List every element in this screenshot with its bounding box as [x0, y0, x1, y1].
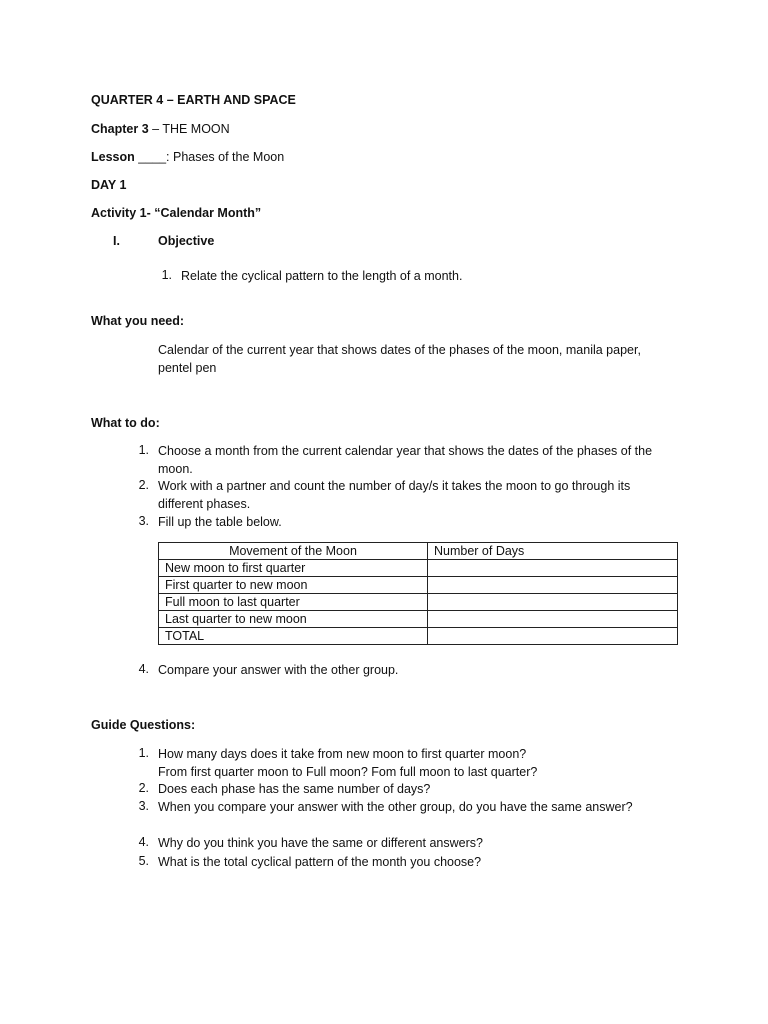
chapter-line: [91, 122, 230, 136]
day-heading: DAY 1: [91, 178, 127, 192]
table-cell-days[interactable]: [428, 560, 678, 577]
lesson-line: [91, 150, 284, 164]
question-number: 4.: [138, 835, 149, 849]
table-cell-movement: Full moon to last quarter: [159, 594, 428, 611]
step-text: Fill up the table below.: [158, 515, 282, 529]
question-text: When you compare your answer with the other group, do you have the same answer?: [158, 800, 633, 814]
question-number: 1.: [138, 746, 149, 760]
table-cell-movement: New moon to first quarter: [159, 560, 428, 577]
objective-roman: I.: [113, 234, 120, 248]
objective-item-number: 1.: [161, 268, 172, 282]
table-header-row: [159, 543, 678, 560]
lesson-title: : Phases of the Moon: [166, 150, 285, 164]
step-number: 2.: [138, 478, 149, 492]
table-row: [159, 628, 678, 645]
table-row: [159, 611, 678, 628]
step-number: 3.: [138, 514, 149, 528]
question-text: Why do you think you have the same or different answers?: [158, 836, 483, 850]
question-text: Does each phase has the same number of days?: [158, 782, 431, 796]
question-text: How many days does it take from new moon to first quarter moon?: [158, 747, 527, 761]
table-cell-movement: TOTAL: [159, 628, 428, 645]
objective-item-text: Relate the cyclical pattern to the length of a month.: [181, 269, 463, 283]
what-you-need-text: Calendar of the current year that shows dates of the phases of the moon, manila paper, pentel pen: [158, 343, 641, 375]
lesson-blank: ____: [134, 150, 167, 164]
chapter-label: Chapter 3: [91, 122, 149, 136]
question-text-continued: From first quarter moon to Full moon? Fom full moon to last quarter?: [158, 765, 538, 779]
step-text: Compare your answer with the other group.: [158, 663, 399, 677]
quarter-heading: QUARTER 4 – EARTH AND SPACE: [91, 93, 296, 107]
table-cell-days[interactable]: [428, 594, 678, 611]
question-number: 2.: [138, 781, 149, 795]
table-cell-movement: Last quarter to new moon: [159, 611, 428, 628]
question-text: What is the total cyclical pattern of the month you choose?: [158, 855, 482, 869]
guide-questions-heading: Guide Questions:: [91, 718, 196, 732]
table-row: [159, 560, 678, 577]
question-number: 3.: [138, 799, 149, 813]
step-text: Work with a partner and count the number of day/s it takes the moon to go through its different phases.: [158, 479, 631, 511]
table-cell-days[interactable]: [428, 611, 678, 628]
what-to-do-heading: What to do:: [91, 416, 160, 430]
table-cell-movement: First quarter to new moon: [159, 577, 428, 594]
moon-phases-table: [158, 542, 678, 645]
what-you-need-heading: What you need:: [91, 314, 185, 328]
activity-heading: Activity 1- “Calendar Month”: [91, 206, 262, 220]
step-number: 1.: [138, 443, 149, 457]
table-row: [159, 594, 678, 611]
table-cell-days[interactable]: [428, 628, 678, 645]
table-header-days: Number of Days: [428, 543, 678, 560]
table-header-movement: Movement of the Moon: [159, 543, 428, 560]
chapter-title: – THE MOON: [148, 122, 230, 136]
step-number: 4.: [138, 662, 149, 676]
question-number: 5.: [138, 854, 149, 868]
table-row: [159, 577, 678, 594]
table-cell-days[interactable]: [428, 577, 678, 594]
objective-heading: Objective: [158, 234, 215, 248]
step-text: Choose a month from the current calendar year that shows the dates of the phases of the moon.: [158, 444, 653, 476]
lesson-label: Lesson: [91, 150, 135, 164]
